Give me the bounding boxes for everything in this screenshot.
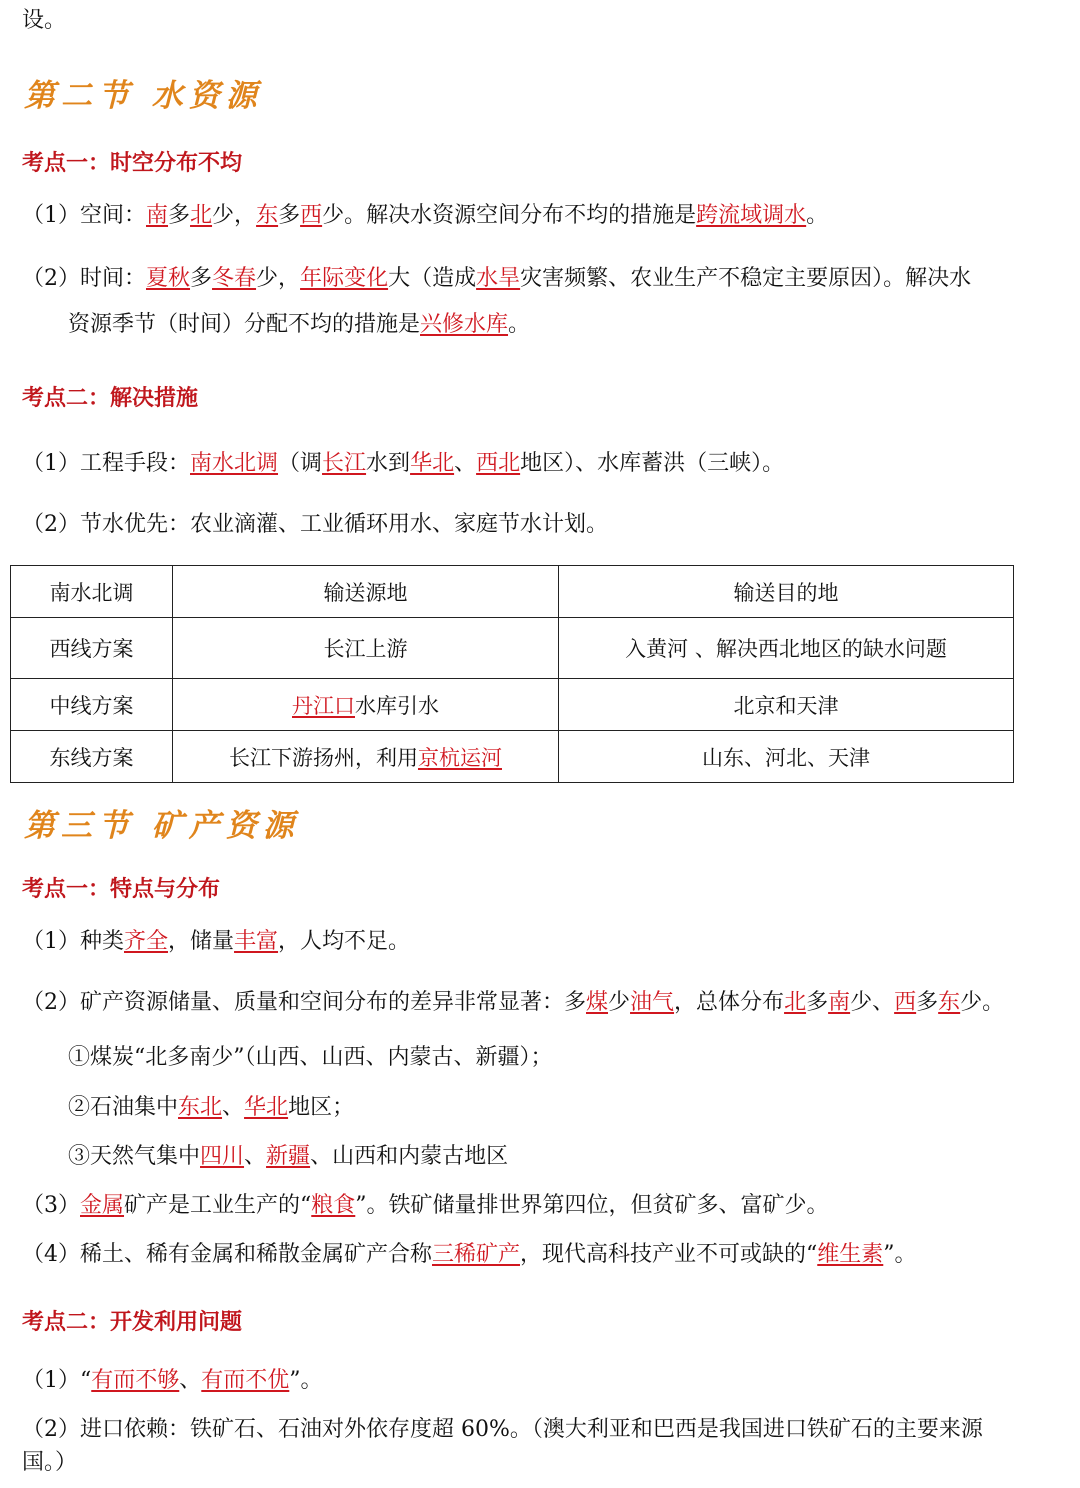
paragraph-water-saving: （2）节水优先：农业滴灌、工业循环用水、家庭节水计划。	[22, 512, 608, 537]
table-header-row	[11, 566, 1014, 618]
table-header-cell: 输送目的地	[559, 566, 1014, 618]
table-header-cell: 南水北调	[11, 566, 173, 618]
paragraph-rare-earth: （4）稀土、稀有金属和稀散金属矿产合称三稀矿产，现代高科技产业不可或缺的“维生素”。	[22, 1242, 917, 1267]
paragraph-types: （1）种类齐全，储量丰富，人均不足。	[22, 929, 411, 954]
paragraph-import-dependence: （2）进口依赖：铁矿石、石油对外依存度超 60%。（澳大利亚和巴西是我国进口铁矿石的主要来源	[22, 1417, 983, 1442]
route-name: 东线方案	[11, 731, 173, 783]
section-title-water: 第二节 水资源	[24, 78, 263, 114]
table-row	[11, 618, 1014, 679]
paragraph-metal: （3）金属矿产是工业生产的“粮食”。铁矿储量排世界第四位，但贫矿多、富矿少。	[22, 1193, 829, 1218]
paragraph-distribution: （2）矿产资源储量、质量和空间分布的差异非常显著：多煤少油气，总体分布北多南少、西多东少。	[22, 990, 1005, 1015]
table-row	[11, 679, 1014, 731]
section-title-minerals: 第三节 矿产资源	[24, 808, 300, 844]
sub-item-oil: ②石油集中东北、华北地区；	[68, 1095, 355, 1120]
route-name: 西线方案	[11, 618, 173, 679]
paragraph-import-cont: 国。）	[22, 1450, 78, 1475]
route-source: 长江上游	[173, 618, 559, 679]
paragraph-engineering: （1）工程手段：南水北调（调长江水到华北、西北地区）、水库蓄洪（三峡）。	[22, 451, 785, 476]
route-destination: 北京和天津	[559, 679, 1014, 731]
route-source: 长江下游扬州，利用京杭运河	[173, 731, 559, 783]
keypoint-title-distribution: 考点一：时空分布不均	[22, 151, 243, 176]
sub-item-coal: ①煤炭“北多南少”（山西、山西、内蒙古、新疆）；	[68, 1045, 553, 1070]
paragraph-insufficient: （1）“有而不够、有而不优”。	[22, 1368, 323, 1393]
sub-item-gas: ③天然气集中四川、新疆、山西和内蒙古地区	[68, 1144, 509, 1169]
keypoint-title-measures: 考点二：解决措施	[22, 386, 199, 411]
route-destination: 山东、河北、天津	[559, 731, 1014, 783]
paragraph-time: （2）时间：夏秋多冬春少，年际变化大（造成水旱灾害频繁、农业生产不稳定主要原因）。解决水	[22, 266, 972, 291]
route-name: 中线方案	[11, 679, 173, 731]
keypoint-title-problems: 考点二：开发利用问题	[22, 1310, 243, 1335]
route-destination: 入黄河 、解决西北地区的缺水问题	[559, 618, 1014, 679]
route-source: 丹江口水库引水	[173, 679, 559, 731]
keypoint-title-features: 考点一：特点与分布	[22, 877, 221, 902]
paragraph-space: （1）空间：南多北少，东多西少。解决水资源空间分布不均的措施是跨流域调水。	[22, 203, 829, 228]
table-header-cell: 输送源地	[173, 566, 559, 618]
table-row	[11, 731, 1014, 783]
paragraph-time-cont: 资源季节（时间）分配不均的措施是兴修水库。	[68, 312, 531, 337]
south-north-water-table	[10, 565, 1014, 783]
top-fragment: 设。	[22, 8, 67, 33]
